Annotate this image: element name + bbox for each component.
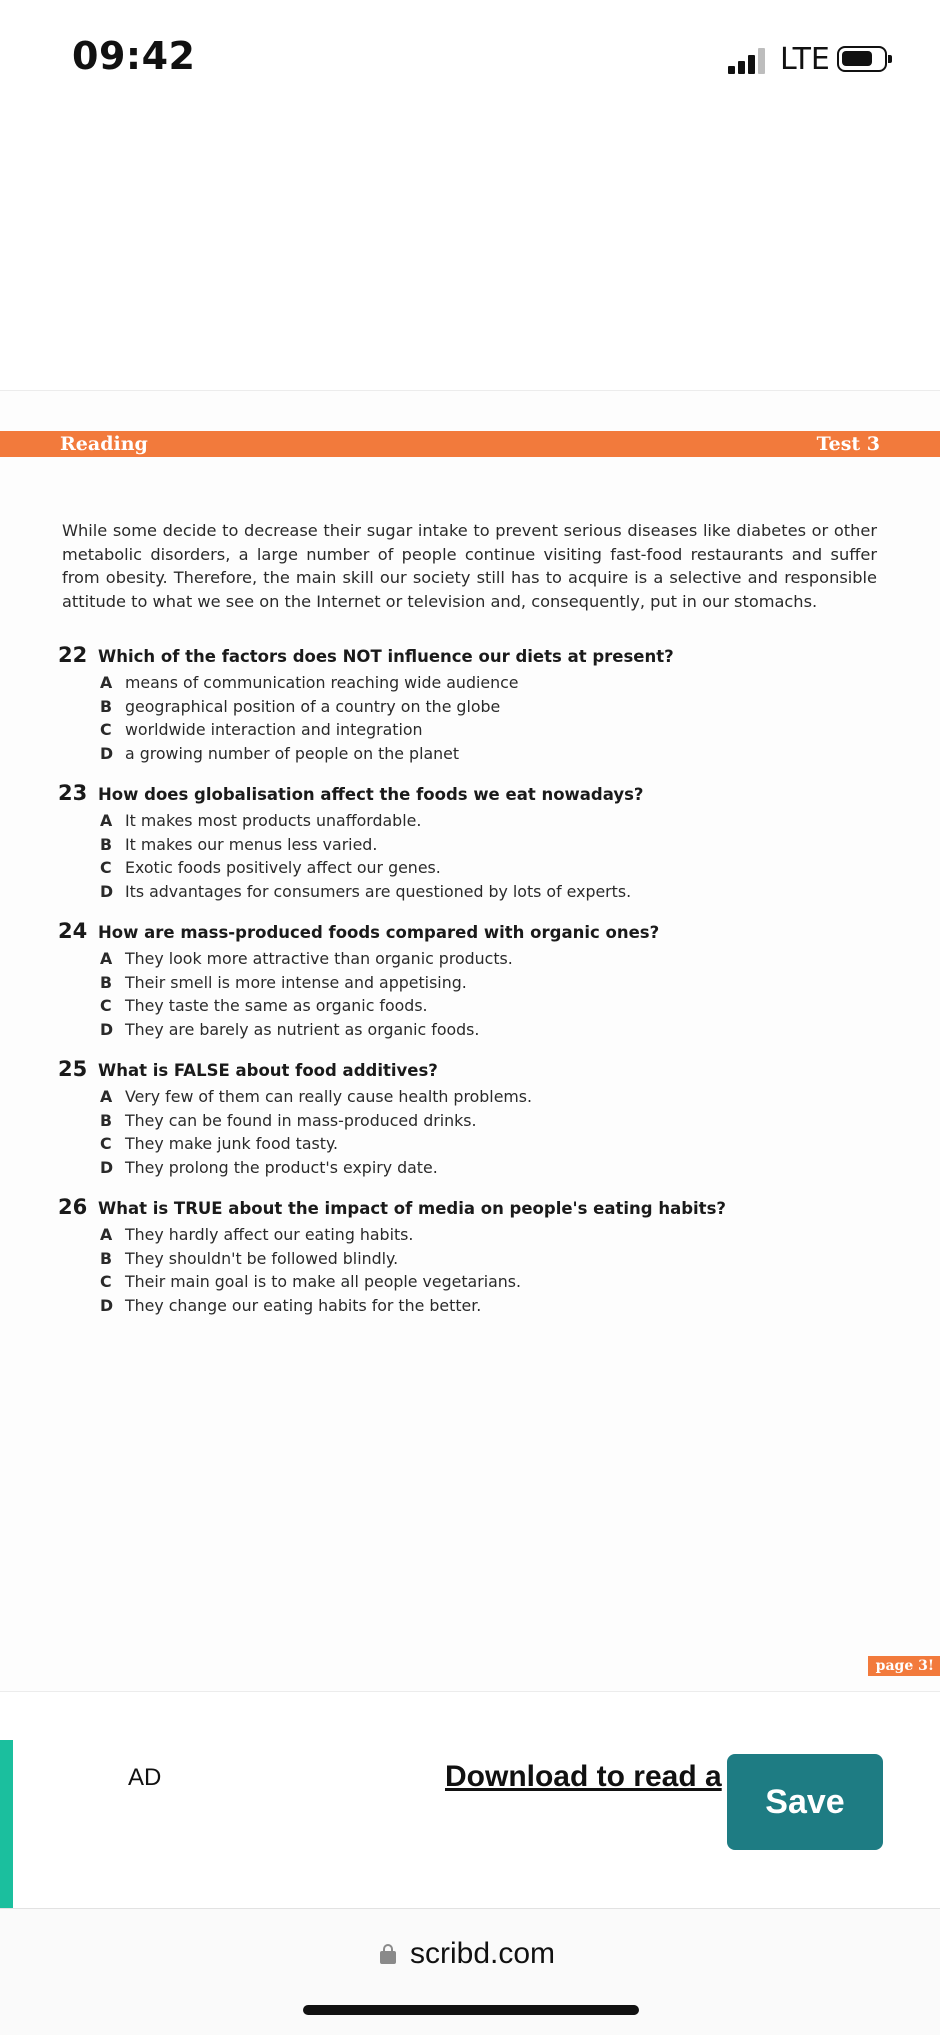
option-letter: D xyxy=(100,1295,114,1315)
option-c xyxy=(58,1272,898,1296)
option-d xyxy=(58,744,898,768)
test-label: Test 3 xyxy=(816,433,880,455)
option-b xyxy=(58,835,898,859)
ad-bar xyxy=(0,1740,940,1908)
question-text: Which of the factors does NOT influence our diets at present? xyxy=(98,647,674,666)
option-a xyxy=(58,1225,898,1249)
url-display[interactable] xyxy=(380,1937,555,1971)
option-letter: D xyxy=(100,1157,114,1177)
option-a xyxy=(58,949,898,973)
option-text: They look more attractive than organic products. xyxy=(125,949,513,968)
option-text: They are barely as nutrient as organic foods. xyxy=(125,1019,480,1039)
option-text: It makes most products unaffordable. xyxy=(125,811,422,830)
option-letter: C xyxy=(100,996,112,1015)
url-text: scribd.com xyxy=(410,1937,556,1970)
option-c xyxy=(58,996,898,1020)
option-text: Its advantages for consumers are questioned by lots of experts. xyxy=(125,881,632,901)
option-letter: A xyxy=(100,811,113,830)
question-text: How does globalisation affect the foods we eat nowadays? xyxy=(98,785,644,804)
browser-url-bar[interactable] xyxy=(0,1908,940,2035)
option-c xyxy=(58,720,898,744)
ad-accent-stripe xyxy=(0,1740,13,1908)
question-26 xyxy=(58,1195,898,1319)
option-a xyxy=(58,673,898,697)
option-d xyxy=(58,1158,898,1182)
option-b xyxy=(58,1111,898,1135)
battery-icon xyxy=(837,46,887,72)
option-text: a growing number of people on the planet xyxy=(125,743,460,763)
question-number: 24 xyxy=(58,919,88,943)
option-c xyxy=(58,858,898,882)
option-text: It makes our menus less varied. xyxy=(125,834,378,854)
network-type: LTE xyxy=(780,42,830,77)
option-text: means of communication reaching wide audience xyxy=(125,673,519,692)
document-page xyxy=(0,390,940,1692)
option-text: They can be found in mass-produced drinks. xyxy=(125,1110,477,1130)
section-label: Reading xyxy=(60,433,148,455)
option-c xyxy=(58,1134,898,1158)
option-text: They change our eating habits for the better. xyxy=(125,1295,482,1315)
question-22 xyxy=(58,643,898,767)
option-letter: B xyxy=(100,972,113,992)
question-text: What is TRUE about the impact of media on people's eating habits? xyxy=(98,1199,726,1218)
option-letter: B xyxy=(100,696,113,716)
option-letter: A xyxy=(100,1225,113,1244)
option-letter: B xyxy=(100,1248,113,1268)
document-header-band xyxy=(0,431,940,457)
option-text: Their smell is more intense and appetising. xyxy=(125,972,467,992)
question-text: What is FALSE about food additives? xyxy=(98,1061,438,1080)
option-letter: B xyxy=(100,1110,113,1130)
option-b xyxy=(58,973,898,997)
option-text: They taste the same as organic foods. xyxy=(125,996,428,1015)
option-text: Very few of them can really cause health problems. xyxy=(125,1087,533,1106)
option-text: They make junk food tasty. xyxy=(125,1134,339,1153)
option-b xyxy=(58,1249,898,1273)
option-letter: C xyxy=(100,720,112,739)
ad-label: AD xyxy=(128,1764,162,1791)
intro-paragraph xyxy=(62,519,877,613)
option-text: worldwide interaction and integration xyxy=(125,720,423,739)
option-a xyxy=(58,811,898,835)
option-text: Their main goal is to make all people vegetarians. xyxy=(125,1272,522,1291)
question-25 xyxy=(58,1057,898,1181)
option-letter: D xyxy=(100,1019,114,1039)
option-text: Exotic foods positively affect our genes. xyxy=(125,858,441,877)
option-letter: C xyxy=(100,858,112,877)
page-number-tag: page 3! xyxy=(868,1656,940,1676)
option-letter: D xyxy=(100,743,114,763)
question-23 xyxy=(58,781,898,905)
save-button[interactable]: Save xyxy=(727,1754,883,1850)
option-letter: D xyxy=(100,881,114,901)
question-number: 25 xyxy=(58,1057,88,1081)
question-number: 22 xyxy=(58,643,88,667)
option-d xyxy=(58,1020,898,1044)
signal-strength-icon xyxy=(728,46,768,74)
question-number: 23 xyxy=(58,781,88,805)
status-bar xyxy=(0,0,940,120)
option-b xyxy=(58,697,898,721)
status-time: 09:42 xyxy=(72,34,196,78)
question-24 xyxy=(58,919,898,1043)
download-link[interactable]: Download to read a xyxy=(445,1760,722,1793)
option-letter: C xyxy=(100,1134,112,1153)
question-text: How are mass-produced foods compared with organic ones? xyxy=(98,923,660,942)
option-a xyxy=(58,1087,898,1111)
option-text: geographical position of a country on the globe xyxy=(125,696,501,716)
option-text: They shouldn't be followed blindly. xyxy=(125,1248,399,1268)
home-indicator[interactable] xyxy=(303,2005,639,2015)
option-d xyxy=(58,1296,898,1320)
option-letter: A xyxy=(100,949,113,968)
option-text: They hardly affect our eating habits. xyxy=(125,1225,414,1244)
lock-icon xyxy=(380,1944,396,1964)
option-letter: B xyxy=(100,834,113,854)
option-d xyxy=(58,882,898,906)
option-letter: C xyxy=(100,1272,112,1291)
option-letter: A xyxy=(100,1087,113,1106)
question-number: 26 xyxy=(58,1195,88,1219)
option-text: They prolong the product's expiry date. xyxy=(125,1157,438,1177)
option-letter: A xyxy=(100,673,113,692)
intro-text: While some decide to decrease their sugar intake to prevent serious diseases like diabetes or other metabolic disorders, a large number of people continue visiting fast-food restaurants and suffer from obesity. Therefore, the main skill our society still has to acquire is a selective and responsible attitude to what we see on the Internet or television and, consequently, put in our stomachs. xyxy=(62,521,877,611)
